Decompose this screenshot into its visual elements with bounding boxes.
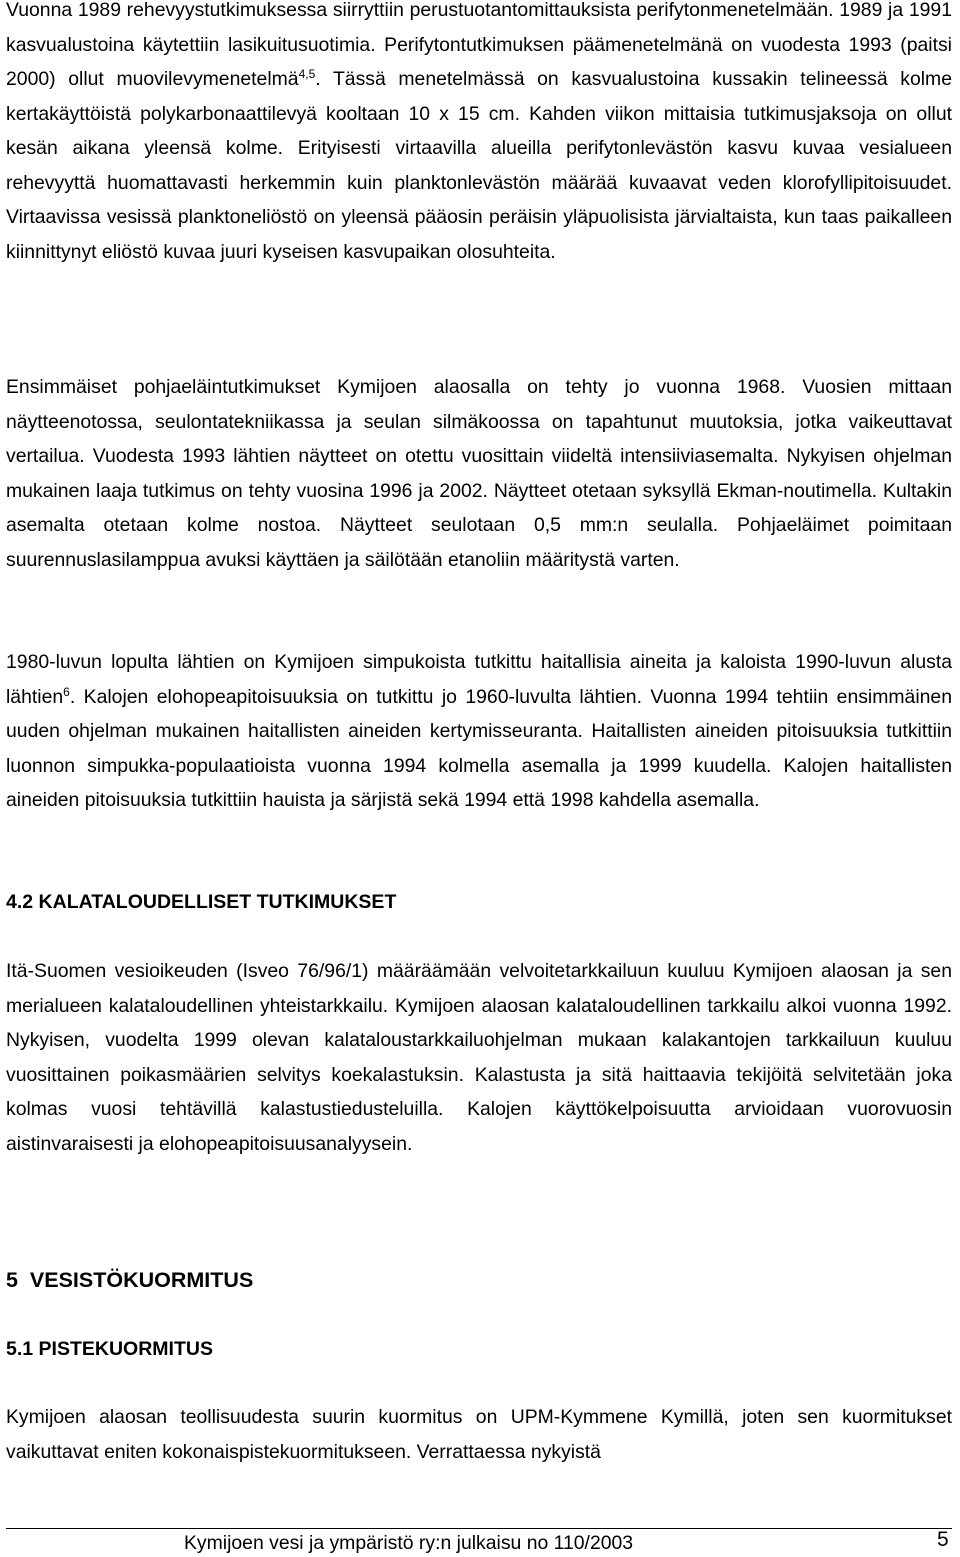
paragraph-perifyton-text-b: . Tässä menetelmässä on kasvualustoina kussakin telineessä kolme kertakäyttöistä polykarbonaattilevyä kooltaan 10 x 15 cm. Kahden viikon mittaisia tutkimusjaksoja on ollut kesän aikana yleensä kolme. Erityisesti virtaavilla alueilla perifytonlevästön kasvu kuvaa vesialueen rehevyyttä huomattavasti herkemmin kuin planktonlevästön määrää kuvaavat veden klorofyllipitoisuudet. Virtaavissa vesissä planktoneliöstö on yleensä pääosin peräisin yläpuolisista järvialtaista, kun taas paikalleen kiinnittynyt eliöstö kuvaa juuri kyseisen kasvupaikan olosuhteita. xyxy=(6,68,952,263)
paragraph-perifyton-text-a: Vuonna 1989 rehevyystutkimuksessa siirryttiin perustuotantomittauksista perifytonmenetelmään. 1989 ja 1991 kasvualustoina käytettiin lasikuitusuotimia. Perifytontutkimuksen päämenetelmänä on vuodesta 1993 (paitsi 2000) ollut muovilevymenetelmä xyxy=(6,0,952,90)
section-heading-4-2: 4.2 KALATALOUDELLISET TUTKIMUKSET xyxy=(6,891,397,913)
footer-publication-title: Kymijoen vesi ja ympäristö ry:n julkaisu no 110/2003 xyxy=(184,1532,634,1554)
paragraph-pohjaelaimet: Ensimmäiset pohjaeläintutkimukset Kymijoen alaosalla on tehty jo vuonna 1968. Vuosien mittaan näytteenotossa, seulontatekniikassa ja seulan silmäkoossa on tapahtunut muutoksia, jotka vaikeuttavat vertailua. Vuodesta 1993 lähtien näytteet on otettu vuosittain viideltä intensiiviasemalta. Nykyisen ohjelman mukainen laaja tutkimus on tehty vuosina 1996 ja 2002. Näytteet otetaan syksyllä Ekman-noutimella. Kultakin asemalta otetaan kolme nostoa. Näytteet seulotaan 0,5 mm:n seulalla. Pohjaeläimet poimitaan suurennuslasilamppua avuksi käyttäen ja säilötään etanoliin määritystä varten. xyxy=(6,376,952,571)
paragraph-perifyton xyxy=(6,0,952,269)
paragraph-haitalliset-aineet xyxy=(6,645,952,818)
reference-superscript-4-5: 4,5 xyxy=(298,67,316,81)
paragraph-haitalliset-text-b: . Kalojen elohopeapitoisuuksia on tutkittu jo 1960-luvulta lähtien. Vuonna 1994 tehtiin ensimmäinen uuden ohjelman mukainen haitallisten aineiden kertymisseuranta. Haitallisten aineiden pitoisuuksia tutkittiin luonnon simpukka-populaatioista vuonna 1994 kolmella asemalla ja 1999 kuudella. Kalojen haitallisten aineiden pitoisuuksia tutkittiin hauista ja särjistä sekä 1994 että 1998 kahdella asemalla. xyxy=(6,685,952,811)
paragraph-haitalliset-text-a: 1980-luvun lopulta lähtien on Kymijoen simpukoista tutkittu haitallisia aineita ja kaloista 1990-luvun alusta lähtien xyxy=(6,651,952,708)
section-heading-5: 5 VESISTÖKUORMITUS xyxy=(6,1268,254,1292)
paragraph-kalatalous: Itä-Suomen vesioikeuden (Isveo 76/96/1) määräämään velvoitetarkkailuun kuuluu Kymijoen alaosan ja sen merialueen kalataloudellinen yhteistarkkailu. Kymijoen alaosan kalataloudellinen tarkkailu alkoi vuonna 1992. Nykyisen, vuodelta 1999 olevan kalataloustarkkailuohjelman mukaan kalakantojen tarkkailuun kuuluu vuosittainen poikasmäärien selvitys koekalastuksin. Kalastusta ja sitä haittaavia tekijöitä selvitetään joka kolmas vuosi tehtävillä kalastustiedusteluilla. Kalojen käyttökelpoisuutta arvioidaan vuorovuosin aistinvaraisesti ja elohopeapitoisuusanalyysein. xyxy=(6,960,952,1155)
section-heading-5-1: 5.1 PISTEKUORMITUS xyxy=(6,1338,213,1360)
reference-superscript-6: 6 xyxy=(63,684,70,699)
page-number: 5 xyxy=(937,1528,949,1551)
paragraph-pistekuormitus: Kymijoen alaosan teollisuudesta suurin kuormitus on UPM-Kymmene Kymillä, joten sen kuormitukset vaikuttavat eniten kokonaispistekuormitukseen. Verrattaessa nykyistä xyxy=(6,1406,952,1463)
